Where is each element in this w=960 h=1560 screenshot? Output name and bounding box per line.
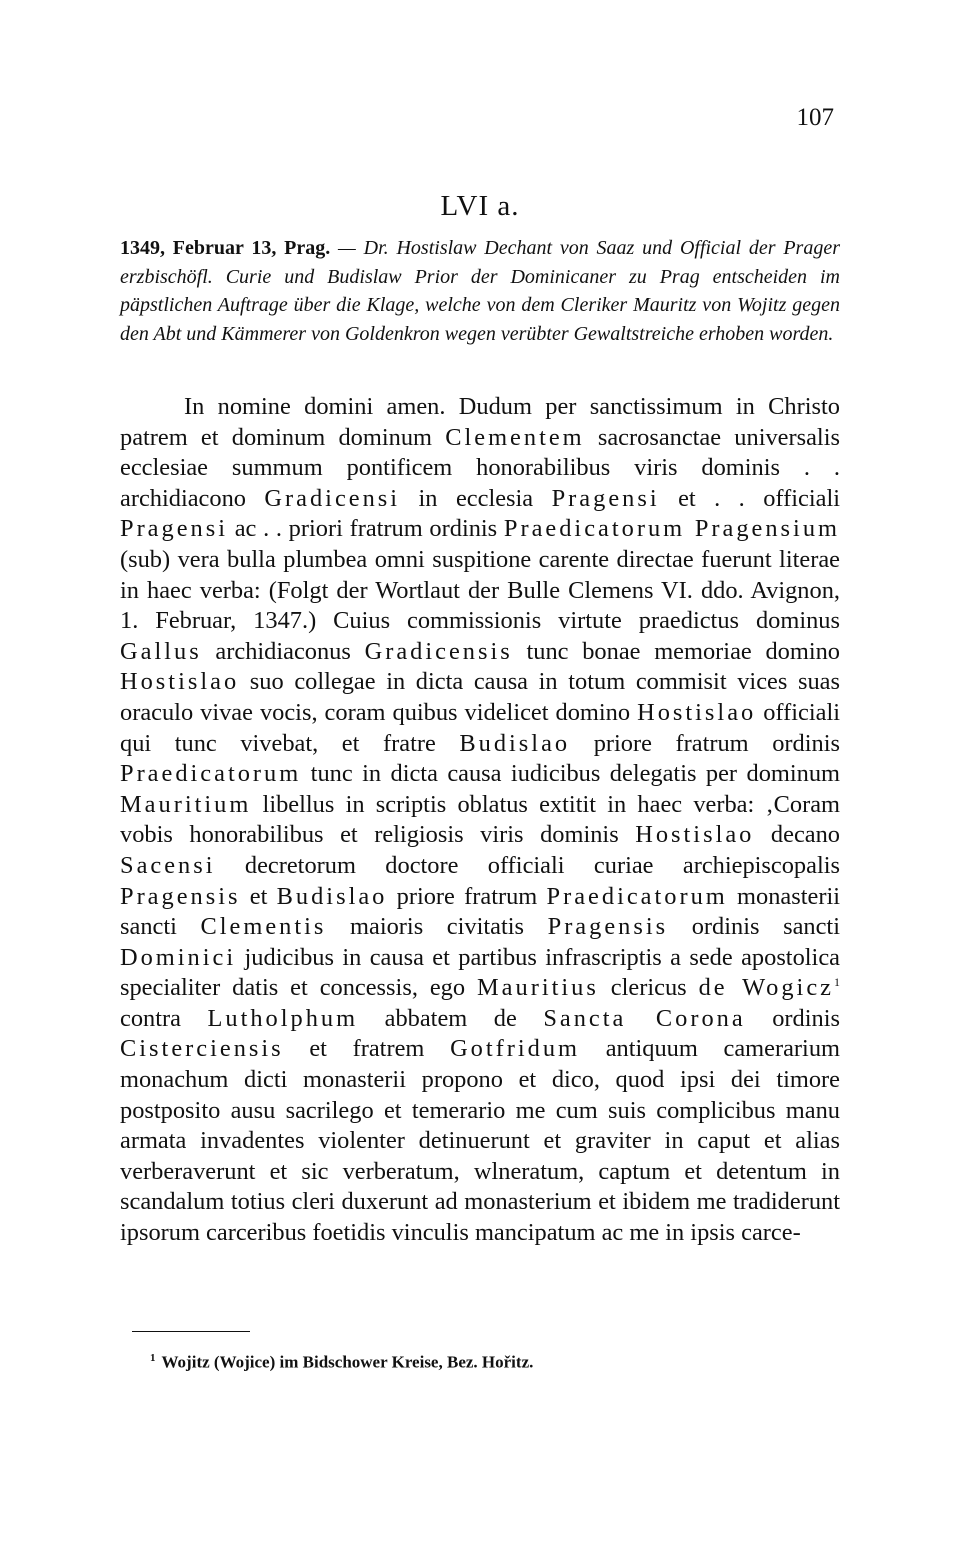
regest-date: 1349, Februar 13, Prag. <box>120 237 331 259</box>
body-paragraph <box>120 392 840 1249</box>
regest-summary <box>120 234 840 348</box>
body-text: officiali qui tunc vivebat, et fratre <box>120 698 840 757</box>
body-text: In nomine domini amen. Dudum per sanctissimum in Christo patrem et dominum dominum <box>120 393 840 451</box>
name-spaced: Gallus <box>120 637 202 665</box>
body-text: decretorum doctore officiali curiae archiepiscopalis <box>215 851 840 879</box>
body-text: abbatem de <box>358 1004 544 1032</box>
name-spaced: Clementem <box>445 423 585 451</box>
regest-dash: — <box>330 237 364 259</box>
name-spaced: Praedicatorum <box>120 760 302 788</box>
body-text: priore fratrum ordinis <box>570 729 840 757</box>
footnote-divider <box>132 1331 250 1332</box>
name-spaced: Praedicatorum <box>546 882 728 910</box>
regest-text: Dr. Hostislaw Dechant von Saaz und Official der Prager erzbischöfl. Curie und Budislaw Prior der Dominicaner zu Prag entscheiden im päpstlichen Auftrage über die Klage, welche von dem Cleriker Mauritz von Wojitz gegen den Abt und Kämmerer von Goldenkron wegen verübter Gewaltstreiche erhoben worden. <box>120 237 840 345</box>
footnote-reference[interactable]: 1 <box>833 975 840 990</box>
body-text: judicibus in causa et partibus infrascriptis a sede apostolica specialiter datis et concessis, ego <box>120 943 840 1002</box>
body-text: et . . officiali <box>659 484 840 512</box>
name-spaced: Lutholphum <box>207 1004 359 1032</box>
body-text: ordinis sancti <box>668 913 840 941</box>
name-spaced: Budislao <box>459 729 571 757</box>
body-text: suo collegae in dicta causa in totum commisit vices suas oraculo vivae vocis, coram quibus videlicet domino <box>120 668 840 726</box>
name-spaced: Gradicensis <box>364 637 513 665</box>
name-spaced: de Wogicz <box>698 974 834 1002</box>
body-text: et <box>240 882 277 910</box>
name-spaced: Hostislao <box>635 821 755 849</box>
body-text: in ecclesia <box>400 484 552 512</box>
body-text: et fratrem <box>283 1035 451 1063</box>
name-spaced: Gotfridum <box>450 1035 581 1063</box>
name-spaced: Pragensis <box>120 882 241 910</box>
name-spaced: Dominici <box>120 943 237 971</box>
body-text: decano <box>754 821 840 849</box>
footnote-text: Wojitz (Wojice) im Bidschower Kreise, Bez. Hořitz. <box>161 1352 534 1372</box>
body-text: contra <box>120 1004 208 1032</box>
document-number: LVI a. <box>440 190 520 222</box>
body-text: tunc in dicta causa iudicibus delegatis per dominum <box>301 760 840 788</box>
body-text: ac . . priori fratrum ordinis <box>228 515 504 543</box>
body-text: clericus <box>598 974 699 1002</box>
name-spaced: Mauritius <box>477 974 599 1002</box>
footnote-mark: 1 <box>150 1352 156 1364</box>
name-spaced: Sancta Corona <box>543 1004 746 1032</box>
body-text: priore fratrum <box>387 882 547 910</box>
body-text: (sub) vera bulla plumbea omni suspitione carente directae fuerunt literae in haec verba: (Folgt der Wortlaut der Bulle Clemens VI. ddo. Avignon, 1. Februar, 1347.) Cuius commissionis virtute praedictus dominus <box>120 545 840 635</box>
body-text: maioris civitatis <box>326 913 548 941</box>
name-spaced: Sacensi <box>120 851 216 879</box>
document-body <box>120 392 840 1249</box>
name-spaced: Pragensi <box>120 515 228 543</box>
body-text: libellus in scriptis oblatus extitit in haec verba: ‚Coram vobis honorabilibus et religiosis viris dominis <box>120 790 840 849</box>
name-spaced: Cisterciensis <box>120 1035 284 1063</box>
page-number: 107 <box>796 104 834 131</box>
name-spaced: Budislao <box>276 882 388 910</box>
body-text: monasterii sancti <box>120 882 841 941</box>
name-spaced: Mauritium <box>120 790 252 818</box>
body-text: sacrosanctae universalis ecclesiae summum pontificem honorabilibus viris dominis . . archidiacono <box>120 423 840 512</box>
name-spaced: Praedicatorum Pragensium <box>503 515 840 543</box>
body-text: tunc bonae memoriae domino <box>512 637 840 665</box>
name-spaced: Hostislao <box>637 698 757 726</box>
name-spaced: Pragensis <box>547 913 669 941</box>
name-spaced: Clementis <box>200 913 327 941</box>
name-spaced: Gradicensi <box>264 484 401 512</box>
body-text: ordinis <box>745 1004 840 1032</box>
body-text: antiquum camerarium monachum dicti monasterii propono et dico, quod ipsi dei timore postposito ausu sacrilego et temerario me cum suis complicibus manu armata invadentes violenter detinuerunt et graviter in caput et alias verberaverunt et sic verberatum, wlneratum, captum et detentum in scandalum totius cleri duxerunt ad monasterium et ibidem me tradiderunt ipsorum carceribus foetidis vinculis mancipatum ac me in ipsis carce- <box>120 1035 840 1247</box>
name-spaced: Pragensi <box>551 484 660 512</box>
footnote <box>150 1352 850 1373</box>
body-text: archidiaconus <box>201 637 365 665</box>
name-spaced: Hostislao <box>120 668 240 696</box>
